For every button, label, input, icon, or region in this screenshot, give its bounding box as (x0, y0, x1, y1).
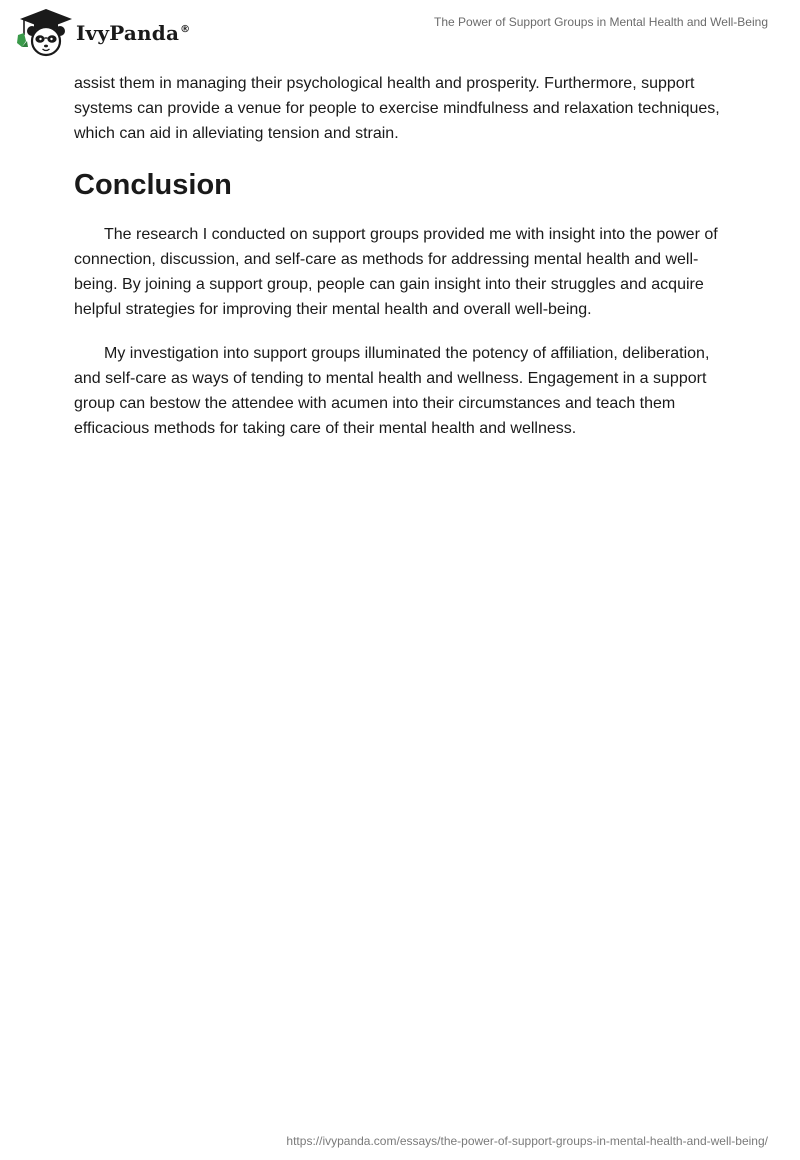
source-url[interactable]: https://ivypanda.com/essays/the-power-of-support-groups-in-mental-health-and-well-being/ (286, 1134, 768, 1148)
conclusion-paragraph-2: My investigation into support groups illuminated the potency of affiliation, deliberation, and self-care as ways of tending to mental health and wellness. Engagement in a support group can bestow the attendee with acumen into their circumstances and teach them efficacious methods for taking care of their mental health and wellness. (74, 345, 710, 437)
panda-graduate-icon (14, 7, 74, 57)
logo-wordmark (76, 21, 190, 45)
ivypanda-logo[interactable] (14, 8, 190, 56)
section-heading: Conclusion (74, 169, 232, 201)
document-title: The Power of Support Groups in Mental Health and Well-Being (434, 15, 768, 29)
registered-mark: ® (180, 24, 191, 36)
continued-paragraph: assist them in managing their psychological health and prosperity. Furthermore, support systems can provide a venue for people to exercise mindfulness and relaxation techniques, which can aid in alleviating tension and strain. (74, 75, 720, 142)
page-header (0, 0, 800, 60)
conclusion-paragraph-1: The research I conducted on support groups provided me with insight into the power of connection, discussion, and self-care as methods for addressing mental health and well-being. By joining a support group, people can gain insight into their struggles and acquire helpful strategies for improving their mental health and overall well-being. (74, 226, 718, 318)
essay-content (74, 71, 734, 460)
logo-name: IvyPanda (76, 21, 180, 45)
